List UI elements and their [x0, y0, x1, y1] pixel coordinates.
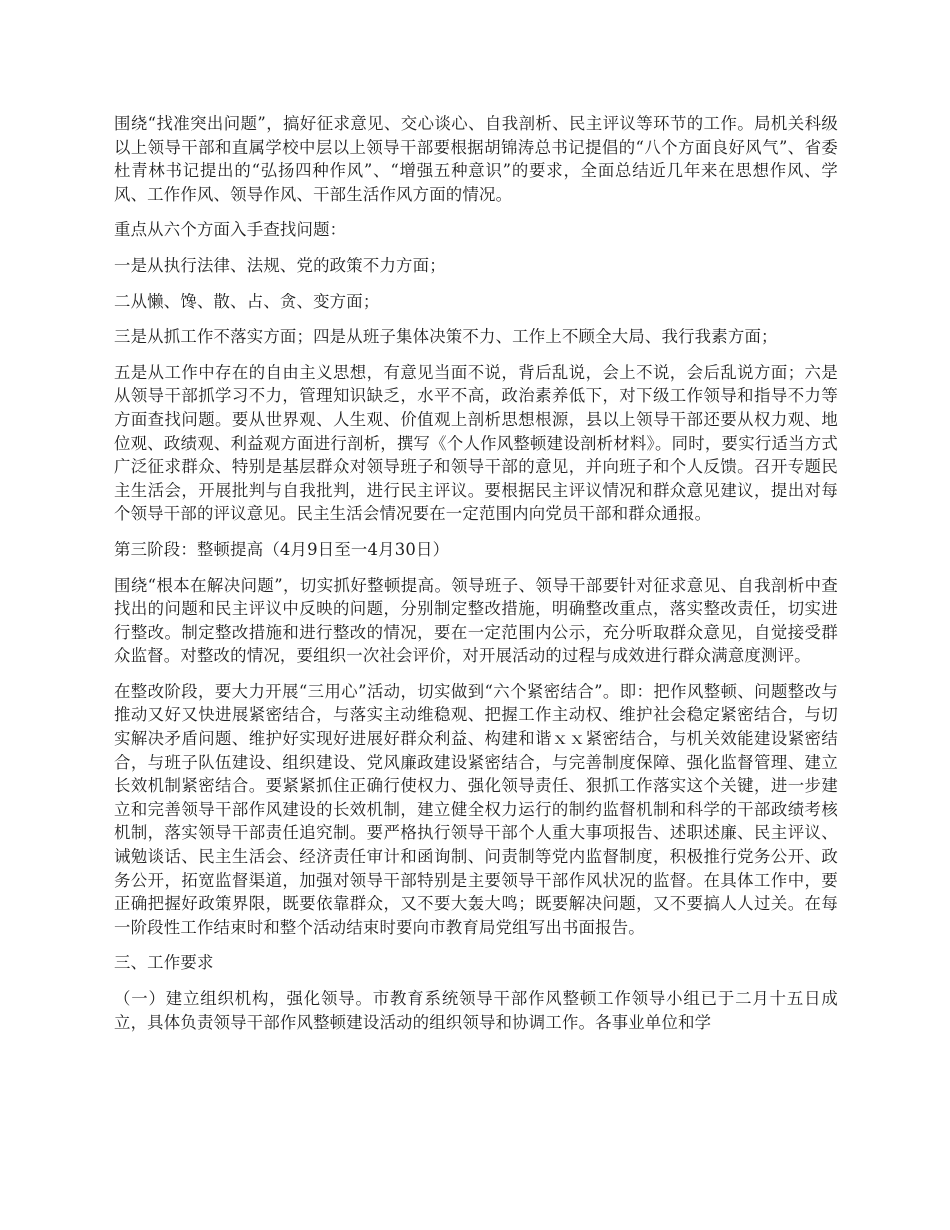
paragraph-1: 围绕“找准突出问题”，搞好征求意见、交心谈心、自我剖析、民主评议等环节的工作。局机关科级以上领导干部和直属学校中层以上领导干部要根据胡锦涛总书记提倡的“八个方面良好风气”、省委杜青林书记提出的“弘扬四种作风”、“增强五种意识”的要求，全面总结近几年来在思想作风、学风、工作作风、领导作风、干部生活作风方面的情况。: [114, 114, 838, 204]
paragraph-3: 一是从执行法律、法规、党的政策不力方面；: [114, 255, 446, 275]
section-heading: 三、工作要求: [114, 953, 214, 973]
paragraph-5: 三是从抓工作不落实方面；四是从班子集体决策不力、工作上不顾全大局、我行我素方面；: [114, 327, 778, 347]
paragraph-6: 五是从工作中存在的自由主义思想，有意见当面不说，背后乱说，会上不说，会后乱说方面；六是从领导干部抓学习不力，管理知识缺乏，水平不高，政治素养低下，对下级工作领导和指导不力等方面查找问题。要从世界观、人生观、价值观上剖析思想根源，县以上领导干部还要从权力观、地位观、政绩观、利益观方面进行剖析，撰写《个人作风整顿建设剖析材料》。同时，要实行适当方式广泛征求群众、特别是基层群众对领导班子和领导干部的意见，并向班子和个人反馈。召开专题民主生活会，开展批判与自我批判，进行民主评议。要根据民主评议情况和群众意见建议，提出对每个领导干部的评议意见。民主生活会情况要在一定范围内向党员干部和群众通报。: [114, 362, 838, 524]
paragraph-9: 在整改阶段，要大力开展“三用心”活动，切实做到“六个紧密结合”。即：把作风整顿、问题整改与推动又好又快进展紧密结合，与落实主动维稳观、把握工作主动权、维护社会稳定紧密结合，与切实解决矛盾问题、维护好实现好进展好群众利益、构建和谐ｘｘ紧密结合，与机关效能建设紧密结合，与班子队伍建设、组织建设、党风廉政建设紧密结合，与完善制度保障、强化监督管理、建立长效机制紧密结合。要紧紧抓住正确行使权力、强化领导责任、狠抓工作落实这个关键，进一步建立和完善领导干部作风建设的长效机制，建立健全权力运行的制约监督机制和科学的干部政绩考核机制，落实领导干部责任追究制。要严格执行领导干部个人重大事项报告、述职述廉、民主评议、诫勉谈话、民主生活会、经济责任审计和函询制、问责制等党内监督制度，积极推行党务公开、政务公开，拓宽监督渠道，加强对领导干部特别是主要领导干部作风状况的监督。在具体工作中，要正确把握好政策界限，既要依靠群众，又不要大轰大鸣；既要解决问题，又不要搞人人过关。在每一阶段性工作结束时和整个活动结束时要向市教育局党组写出书面报告。: [114, 681, 838, 937]
paragraph-7: 第三阶段：整顿提高（4月9日至一4月30日）: [114, 539, 450, 559]
paragraph-11: （一）建立组织机构，强化领导。市教育系统领导干部作风整顿工作领导小组已于二月十五日成立，具体负责领导干部作风整顿建设活动的组织领导和协调工作。各事业单位和学: [114, 989, 838, 1032]
paragraph-4: 二从懒、馋、散、占、贪、变方面；: [114, 291, 380, 311]
paragraph-2: 重点从六个方面入手查找问题：: [114, 220, 347, 240]
paragraph-8: 围绕“根本在解决问题”，切实抓好整顿提高。领导班子、领导干部要针对征求意见、自我剖析中查找出的问题和民主评议中反映的问题，分别制定整改措施，明确整改重点，落实整改责任，切实进行整改。制定整改措施和进行整改的情况，要在一定范围内公示，充分听取群众意见，自觉接受群众监督。对整改的情况，要组织一次社会评价，对开展活动的过程与成效进行群众满意度测评。: [114, 575, 838, 666]
document-page: [114, 112, 838, 1046]
